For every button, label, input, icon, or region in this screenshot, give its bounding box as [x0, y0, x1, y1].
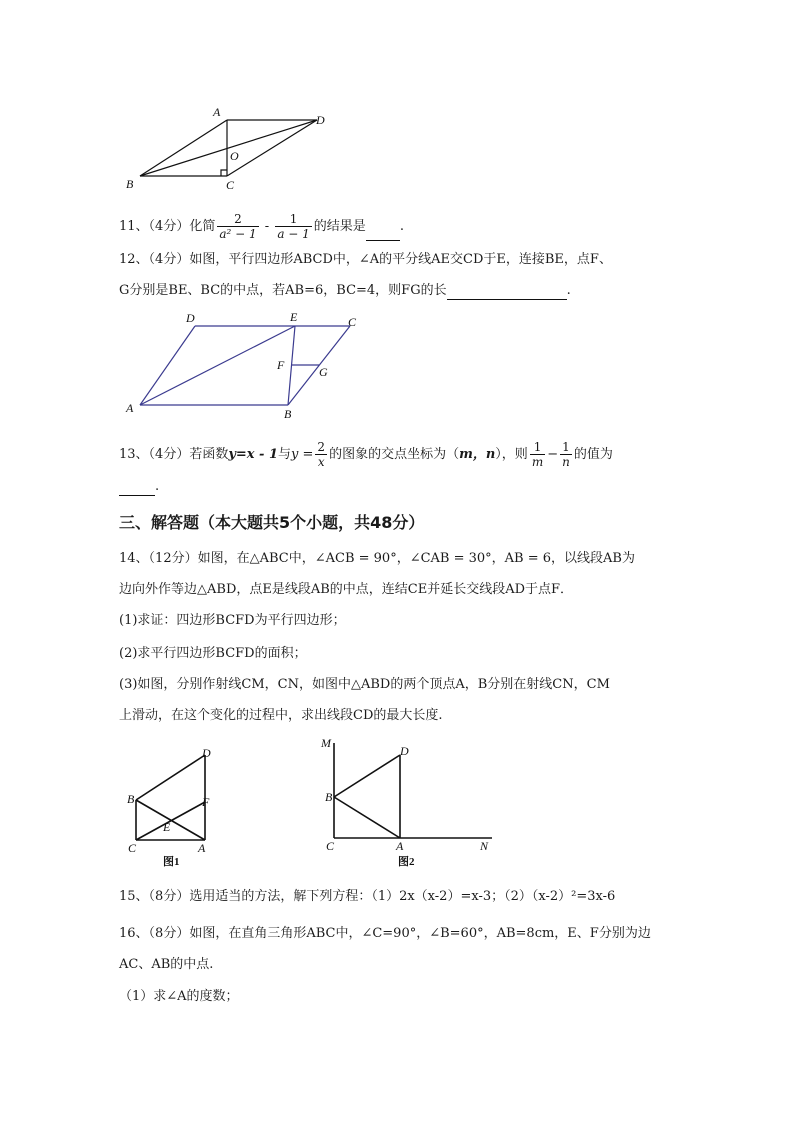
fig2-label-d: D — [186, 311, 195, 325]
fig1-label-c: C — [226, 178, 235, 192]
figure-q14-fig1 — [118, 745, 228, 870]
question-14-part-3-line-1: (3)如图，分别作射线CM，CN，如图中△ABD的两个顶点A，B分别在射线CN，CM — [119, 677, 610, 692]
fig1-label-b: B — [126, 177, 134, 191]
fig2-label-g: G — [319, 365, 328, 379]
fig4-label-n: N — [480, 839, 489, 853]
question-13-answer: . — [119, 478, 159, 496]
fig3-label-c: C — [128, 841, 137, 855]
fig4-label-c: C — [326, 839, 335, 853]
q13-answer-blank[interactable] — [119, 482, 155, 496]
fig4-label-b: B — [325, 790, 333, 804]
q11-fraction-1: $\frac{2}{\text{a² − 1}}$ — [219, 212, 257, 241]
question-14-line-1: 14、（12分）如图，在△ABC中，∠ACB = 90°，∠CAB = 30°，AB = 6，以线段AB为 — [119, 551, 635, 566]
fig1-label-a: A — [213, 105, 221, 119]
fig4-caption: 图2 — [398, 856, 415, 868]
question-14-part-2: (2)求平行四边形BCFD的面积； — [119, 646, 307, 661]
question-12-line-1: 12、（4分）如图，平行四边形ABCD中，∠A的平分线AE交CD于E，连接BE，点F、 — [119, 252, 612, 267]
q12-answer-blank[interactable] — [447, 286, 567, 300]
question-12-line-2: G分别是BE、BC的中点，若AB=6，BC=4，则FG的长 . — [119, 283, 571, 298]
fig3-caption: 图1 — [163, 856, 180, 868]
question-16-part-1: （1）求∠A的度数； — [119, 989, 239, 1004]
question-11: 11、（4分）化简 $\frac{2}{\text{a² − 1}}$ - $\frac{1}{a - 1}$ 的结果是 . — [119, 212, 404, 241]
question-14-part-3-line-2: 上滑动，在这个变化的过程中，求出线段CD的最大长度. — [119, 708, 443, 723]
fig3-label-a: A — [198, 841, 206, 855]
fig1-label-d: D — [316, 113, 325, 127]
question-14-line-2: 边向外作等边△ABD，点E是线段AB的中点，连结CE并延长交线段AD于点F． — [119, 582, 574, 597]
q13-function-1: y=x - 1 — [228, 447, 279, 462]
question-13: 13、（4分）若函数y=x - 1与y = $\frac{2}{x}$ 的图象的交点坐标为（m，n），则 $\frac{1}{m}$ − $\frac{1}{n}$ 的值为 — [119, 440, 613, 469]
q11-answer-blank[interactable] — [366, 227, 400, 241]
q11-prefix: 11、（4分）化简 — [119, 219, 216, 234]
question-15: 15、（8分）选用适当的方法，解下列方程：（1）2x（x-2）=x-3；（2）（x-2）²=3x-6 — [119, 889, 616, 904]
fig2-label-e: E — [290, 310, 298, 324]
fig3-label-e: E — [163, 820, 171, 834]
figure-abcd-diagonals — [120, 100, 350, 195]
fig2-label-b: B — [284, 407, 292, 421]
fig2-label-c: C — [348, 315, 357, 329]
q13-fraction-2-over-x: $\frac{2}{x}$ — [317, 440, 326, 469]
fig2-label-a: A — [126, 401, 134, 415]
fig2-label-f: F — [277, 358, 285, 372]
fig3-label-d: D — [202, 746, 211, 760]
q11-fraction-2: $\frac{1}{a - 1}$ — [277, 212, 310, 241]
fig4-label-a: A — [396, 839, 404, 853]
question-16-line-2: AC、AB的中点. — [119, 957, 214, 972]
question-16-line-1: 16、（8分）如图，在直角三角形ABC中，∠C=90°，∠B=60°，AB=8cm，E、F分别为边 — [119, 926, 651, 941]
figure-parallelogram-abcd — [120, 308, 370, 423]
fig3-label-f: F — [202, 795, 210, 809]
fig1-label-o: O — [230, 149, 239, 163]
fig3-label-b: B — [127, 792, 135, 806]
figure-q14-fig2 — [318, 735, 498, 870]
fig4-label-d: D — [400, 744, 409, 758]
section-3-heading: 三、解答题（本大题共5个小题，共48分） — [119, 513, 425, 532]
q13-fraction-1-over-m: $\frac{1}{m}$ — [531, 440, 544, 469]
fig4-label-m: M — [321, 736, 331, 750]
question-14-part-1: (1)求证：四边形BCFD为平行四边形； — [119, 613, 346, 628]
q13-fraction-1-over-n: $\frac{1}{n}$ — [562, 440, 570, 469]
